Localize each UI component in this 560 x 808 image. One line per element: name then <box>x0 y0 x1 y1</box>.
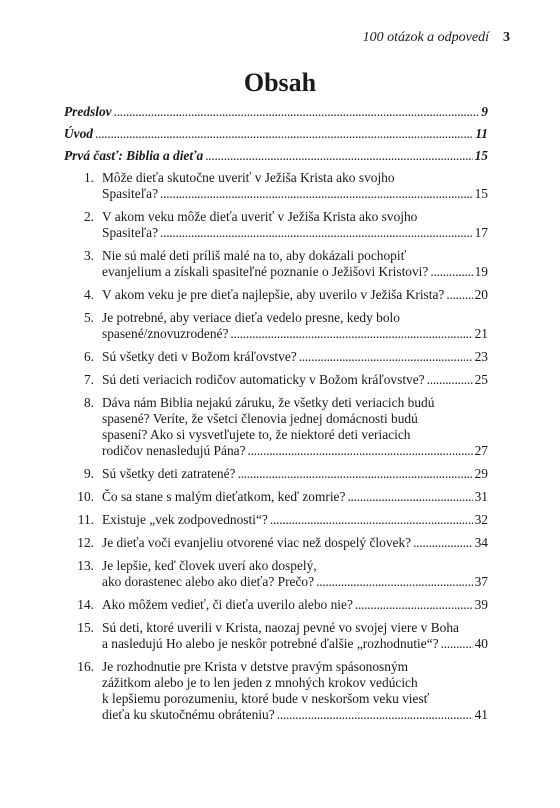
toc-section-row <box>64 100 488 120</box>
toc-entry-page: 40 <box>474 636 488 651</box>
toc-entry-line: Sú všetky deti v Božom kráľovstve? <box>102 349 297 364</box>
leader-dots <box>95 126 473 142</box>
toc-entry-number: 1. <box>83 170 94 185</box>
toc-entry <box>64 170 488 202</box>
toc-entry-page: 27 <box>474 443 488 458</box>
toc-entry-page: 21 <box>474 326 488 341</box>
toc-entry-line: evanjelium a získali spasiteľné poznanie o Ježišovi Kristovi? <box>102 264 429 279</box>
toc-entry-last-line <box>102 225 488 241</box>
toc-entry-page: 17 <box>474 225 488 240</box>
toc-entry-number: 12. <box>77 535 94 550</box>
toc-entry-line: V akom veku môže dieťa uveriť v Ježiša Krista ako svojho <box>102 209 418 224</box>
toc-entry-last-line <box>102 186 488 202</box>
toc-entry-line: Je dieťa voči evanjeliu otvorené viac než dospelý človek? <box>102 535 412 550</box>
toc-entry <box>64 310 488 342</box>
toc-entry-number: 5. <box>83 310 94 325</box>
toc-entry-number: 16. <box>77 659 94 674</box>
toc-entry-last-line <box>102 535 488 551</box>
leader-dots <box>160 225 473 241</box>
toc-entry-text <box>102 395 488 459</box>
toc-entry-text <box>102 466 488 482</box>
toc-entry-line: spasené/znovuzrodené? <box>102 326 229 341</box>
toc-entry <box>64 395 488 459</box>
toc-entry-number: 11. <box>77 512 94 527</box>
toc-entry-line: Je potrebné, aby veriace dieťa vedelo presne, kedy bolo <box>102 310 400 325</box>
toc-entry-page: 39 <box>474 597 488 612</box>
toc-entry-line: k lepšiemu porozumeniu, ktoré bude v neskoršom veku viesť <box>102 691 430 706</box>
toc-entry-page: 41 <box>474 707 488 722</box>
toc-entry <box>64 466 488 482</box>
toc-entry-line: zážitkom alebo je to len jeden z mnohých krokov vedúcich <box>102 675 418 690</box>
toc-entry <box>64 372 488 388</box>
running-title: 100 otázok a odpovedí <box>362 30 489 45</box>
toc-entry-last-line <box>102 349 488 365</box>
toc-entry-line: Dáva nám Biblia nejakú záruku, že všetky deti veriacich budú <box>102 395 435 410</box>
toc-entry-last-line <box>102 597 488 613</box>
toc-entry-text <box>102 170 488 202</box>
toc-entry-line: Sú všetky deti zatratené? <box>102 466 236 481</box>
toc-entry-text <box>102 287 488 303</box>
toc-entry-text <box>102 349 488 365</box>
toc-entry-line: Sú deti veriacich rodičov automaticky v Božom kráľovstve? <box>102 372 425 387</box>
page-title: Obsah <box>243 68 317 97</box>
running-header <box>363 30 510 46</box>
toc-entry <box>64 535 488 551</box>
toc-entry-last-line <box>102 287 488 303</box>
toc-section-label: Predslov <box>64 104 112 119</box>
page-number: 3 <box>503 30 510 45</box>
toc-entry-page: 37 <box>474 574 488 589</box>
toc-entry-line: Nie sú malé deti príliš malé na to, aby dokázali pochopiť <box>102 248 407 263</box>
leader-dots <box>347 489 472 505</box>
toc-entry <box>64 248 488 280</box>
toc-entry-last-line <box>102 326 488 342</box>
toc-entry-page: 29 <box>474 466 488 481</box>
toc-entries <box>64 170 488 723</box>
leader-dots <box>413 535 472 551</box>
toc-entry-number: 9. <box>83 466 94 481</box>
leader-dots <box>277 707 473 723</box>
leader-dots <box>230 326 472 342</box>
toc-entry-text <box>102 248 488 280</box>
toc-entry-text <box>102 489 488 505</box>
toc-entry-text <box>102 372 488 388</box>
toc-entry-line: Ako môžem vedieť, či dieťa uverilo alebo nie? <box>102 597 353 612</box>
toc-entry-line: rodičov nenasledujú Pána? <box>102 443 246 458</box>
toc-entry-text <box>102 620 488 652</box>
toc-entry-line: ako dorastenec alebo ako dieťa? Prečo? <box>102 574 315 589</box>
toc-entry-last-line <box>102 466 488 482</box>
toc-entry-number: 13. <box>77 558 94 573</box>
toc-entry-page: 15 <box>474 186 488 201</box>
toc-entry-text <box>102 209 488 241</box>
toc-entry-line: Spasiteľa? <box>102 186 159 201</box>
toc-entry-page: 19 <box>474 264 488 279</box>
toc-sections <box>64 100 488 164</box>
toc-entry-page: 25 <box>474 372 488 387</box>
toc-section-page: 9 <box>481 104 488 119</box>
toc-entry-text <box>102 535 488 551</box>
toc-entry-page: 32 <box>474 512 488 527</box>
toc-entry-text <box>102 659 488 723</box>
toc-entry-last-line <box>102 372 488 388</box>
toc-entry-page: 20 <box>474 287 488 302</box>
toc-entry-line: spasené? Veríte, že všetci členovia jednej domácnosti budú <box>102 411 418 426</box>
toc-entry <box>64 512 488 528</box>
leader-dots <box>427 372 473 388</box>
toc-section-row <box>64 144 488 164</box>
toc-entry-page: 31 <box>474 489 488 504</box>
toc-entry-number: 8. <box>83 395 94 410</box>
toc-entry <box>64 620 488 652</box>
leader-dots <box>446 287 472 303</box>
toc-entry <box>64 209 488 241</box>
leader-dots <box>205 148 472 164</box>
leader-dots <box>299 349 473 365</box>
toc-entry <box>64 558 488 590</box>
toc-section-label: Prvá časť: Biblia a dieťa <box>64 148 204 163</box>
toc-entry-last-line <box>102 574 488 590</box>
toc-entry-number: 6. <box>83 349 94 364</box>
toc-entry <box>64 287 488 303</box>
toc-entry <box>64 597 488 613</box>
toc-entry <box>64 659 488 723</box>
toc-section-label: Úvod <box>64 126 94 141</box>
toc-entry-line: Čo sa stane s malým dieťatkom, keď zomrie? <box>102 489 346 504</box>
leader-dots <box>430 264 472 280</box>
toc-entry-last-line <box>102 512 488 528</box>
toc-entry-number: 14. <box>77 597 94 612</box>
toc-entry-line: dieťa ku skutočnému obráteniu? <box>102 707 275 722</box>
toc-entry-number: 3. <box>83 248 94 263</box>
toc-entry-number: 10. <box>77 489 94 504</box>
toc-entry-line: Spasiteľa? <box>102 225 159 240</box>
toc-entry-line: V akom veku je pre dieťa najlepšie, aby uverilo v Ježiša Krista? <box>102 287 445 302</box>
leader-dots <box>441 636 473 652</box>
toc-entry-number: 15. <box>77 620 94 635</box>
toc-entry-last-line <box>102 707 488 723</box>
toc-entry-number: 2. <box>83 209 94 224</box>
toc-entry-number: 7. <box>83 372 94 387</box>
toc-entry-line: a nasledujú Ho alebo je neskôr potrebné ďalšie „rozhodnutie“? <box>102 636 439 651</box>
leader-dots <box>160 186 473 202</box>
toc-entry-line: Môže dieťa skutočne uveriť v Ježiša Krista ako svojho <box>102 170 395 185</box>
toc-entry-text <box>102 558 488 590</box>
toc-entry-text <box>102 597 488 613</box>
toc-entry-text <box>102 512 488 528</box>
leader-dots <box>114 104 480 120</box>
toc-entry-line: Sú deti, ktoré uverili v Krista, naozaj pevné vo svojej viere v Boha <box>102 620 459 635</box>
toc-entry-last-line <box>102 264 488 280</box>
toc-entry-last-line <box>102 443 488 459</box>
toc-entry-page: 23 <box>474 349 488 364</box>
toc-entry-last-line <box>102 489 488 505</box>
leader-dots <box>237 466 472 482</box>
toc-entry-last-line <box>102 636 488 652</box>
toc-entry-line: spasení? Ako si vysvetľujete to, že niektoré deti veriacich <box>102 427 411 442</box>
leader-dots <box>355 597 473 613</box>
toc-entry <box>64 349 488 365</box>
toc-entry-line: Existuje „vek zodpovednosti“? <box>102 512 268 527</box>
leader-dots <box>248 443 473 459</box>
leader-dots <box>316 574 473 590</box>
leader-dots <box>270 512 473 528</box>
toc-entry-line: Je lepšie, keď človek uverí ako dospelý, <box>102 558 317 573</box>
toc-entry-page: 34 <box>474 535 488 550</box>
toc-section-page: 11 <box>475 126 488 141</box>
toc-entry-number: 4. <box>83 287 94 302</box>
toc-entry-line: Je rozhodnutie pre Krista v detstve pravým spásonosným <box>102 659 409 674</box>
toc-entry-text <box>102 310 488 342</box>
table-of-contents <box>64 100 488 730</box>
toc-section-row <box>64 122 488 142</box>
toc-entry <box>64 489 488 505</box>
toc-section-page: 15 <box>474 148 488 163</box>
